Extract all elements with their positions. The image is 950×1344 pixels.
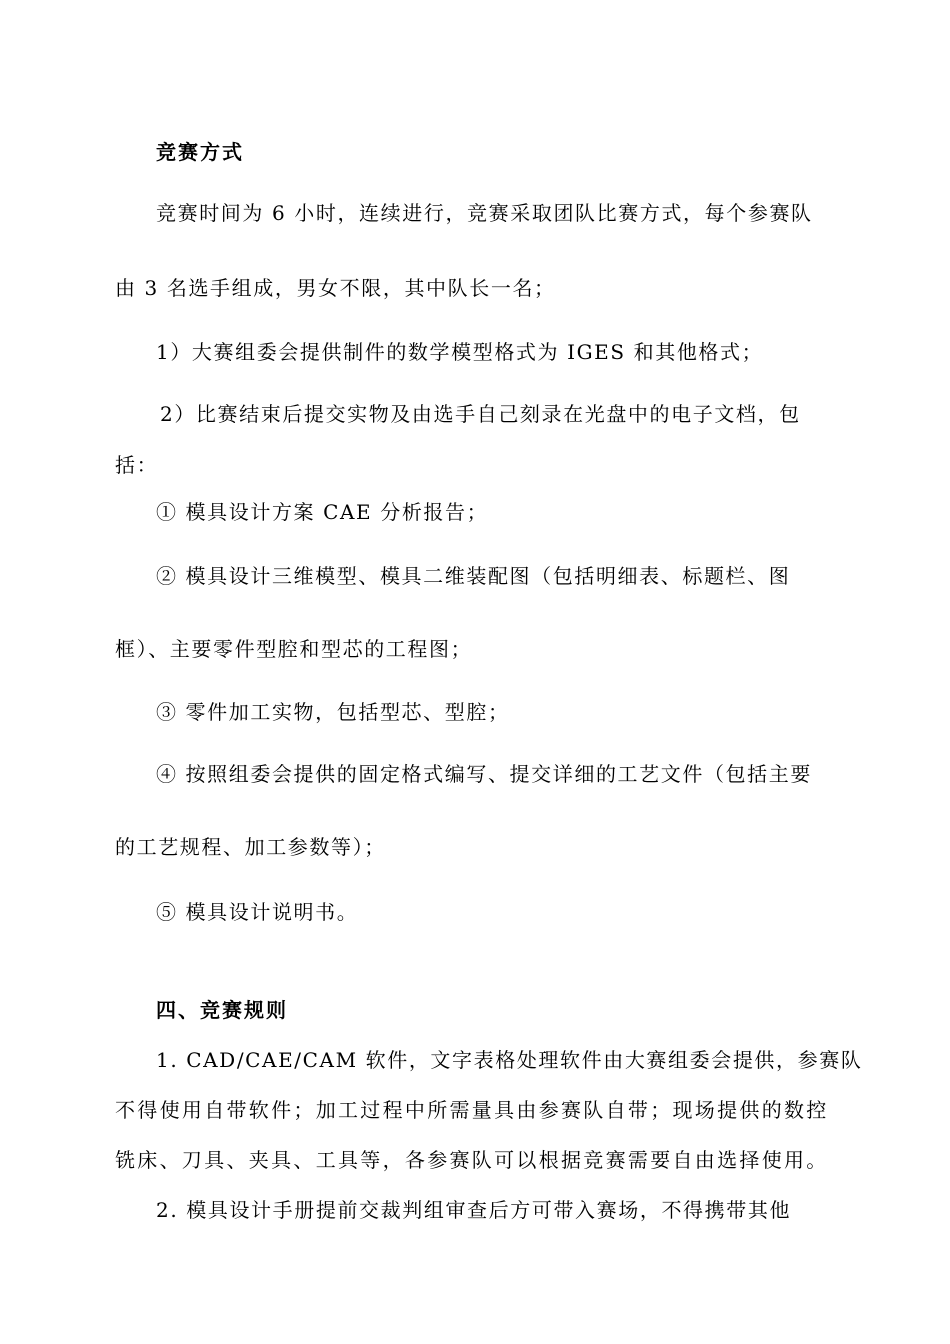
rule-1-line-1: 1. CAD/CAE/CAM 软件，文字表格处理软件由大赛组委会提供，参赛队 — [156, 1048, 863, 1072]
heading-competition-rules: 四、竞赛规则 — [156, 998, 288, 1022]
sub-item-4-line-2: 的工艺规程、加工参数等）； — [115, 835, 386, 859]
rule-1-line-2: 不得使用自带软件；加工过程中所需量具由参赛队自带；现场提供的数控 — [115, 1098, 829, 1122]
item-1: 1）大赛组委会提供制件的数学模型格式为 IGES 和其他格式； — [156, 340, 764, 364]
sub-item-5: ⑤ 模具设计说明书。 — [156, 900, 359, 924]
sub-item-2-line-1: ② 模具设计三维模型、模具二维装配图（包括明细表、标题栏、图 — [156, 564, 791, 588]
heading-competition-method: 竞赛方式 — [156, 140, 244, 164]
intro-line-1: 竞赛时间为 6 小时，连续进行，竞赛采取团队比赛方式，每个参赛队 — [156, 201, 813, 225]
rule-1-line-3: 铣床、刀具、夹具、工具等，各参赛队可以根据竞赛需要自由选择使用。 — [115, 1148, 829, 1172]
intro-line-2: 由 3 名选手组成，男女不限，其中队长一名； — [115, 276, 556, 300]
sub-item-2-line-2: 框）、主要零件型腔和型芯的工程图； — [115, 637, 473, 661]
sub-item-3: ③ 零件加工实物，包括型芯、型腔； — [156, 700, 510, 724]
item-2-line-2: 括： — [115, 453, 159, 477]
sub-item-1: ① 模具设计方案 CAE 分析报告； — [156, 500, 489, 524]
item-2-line-1: 2）比赛结束后提交实物及由选手自己刻录在光盘中的电子文档，包 — [160, 402, 801, 426]
sub-item-4-line-1: ④ 按照组委会提供的固定格式编写、提交详细的工艺文件（包括主要 — [156, 762, 812, 786]
rule-2-line-1: 2. 模具设计手册提前交裁判组审查后方可带入赛场，不得携带其他 — [156, 1198, 792, 1222]
